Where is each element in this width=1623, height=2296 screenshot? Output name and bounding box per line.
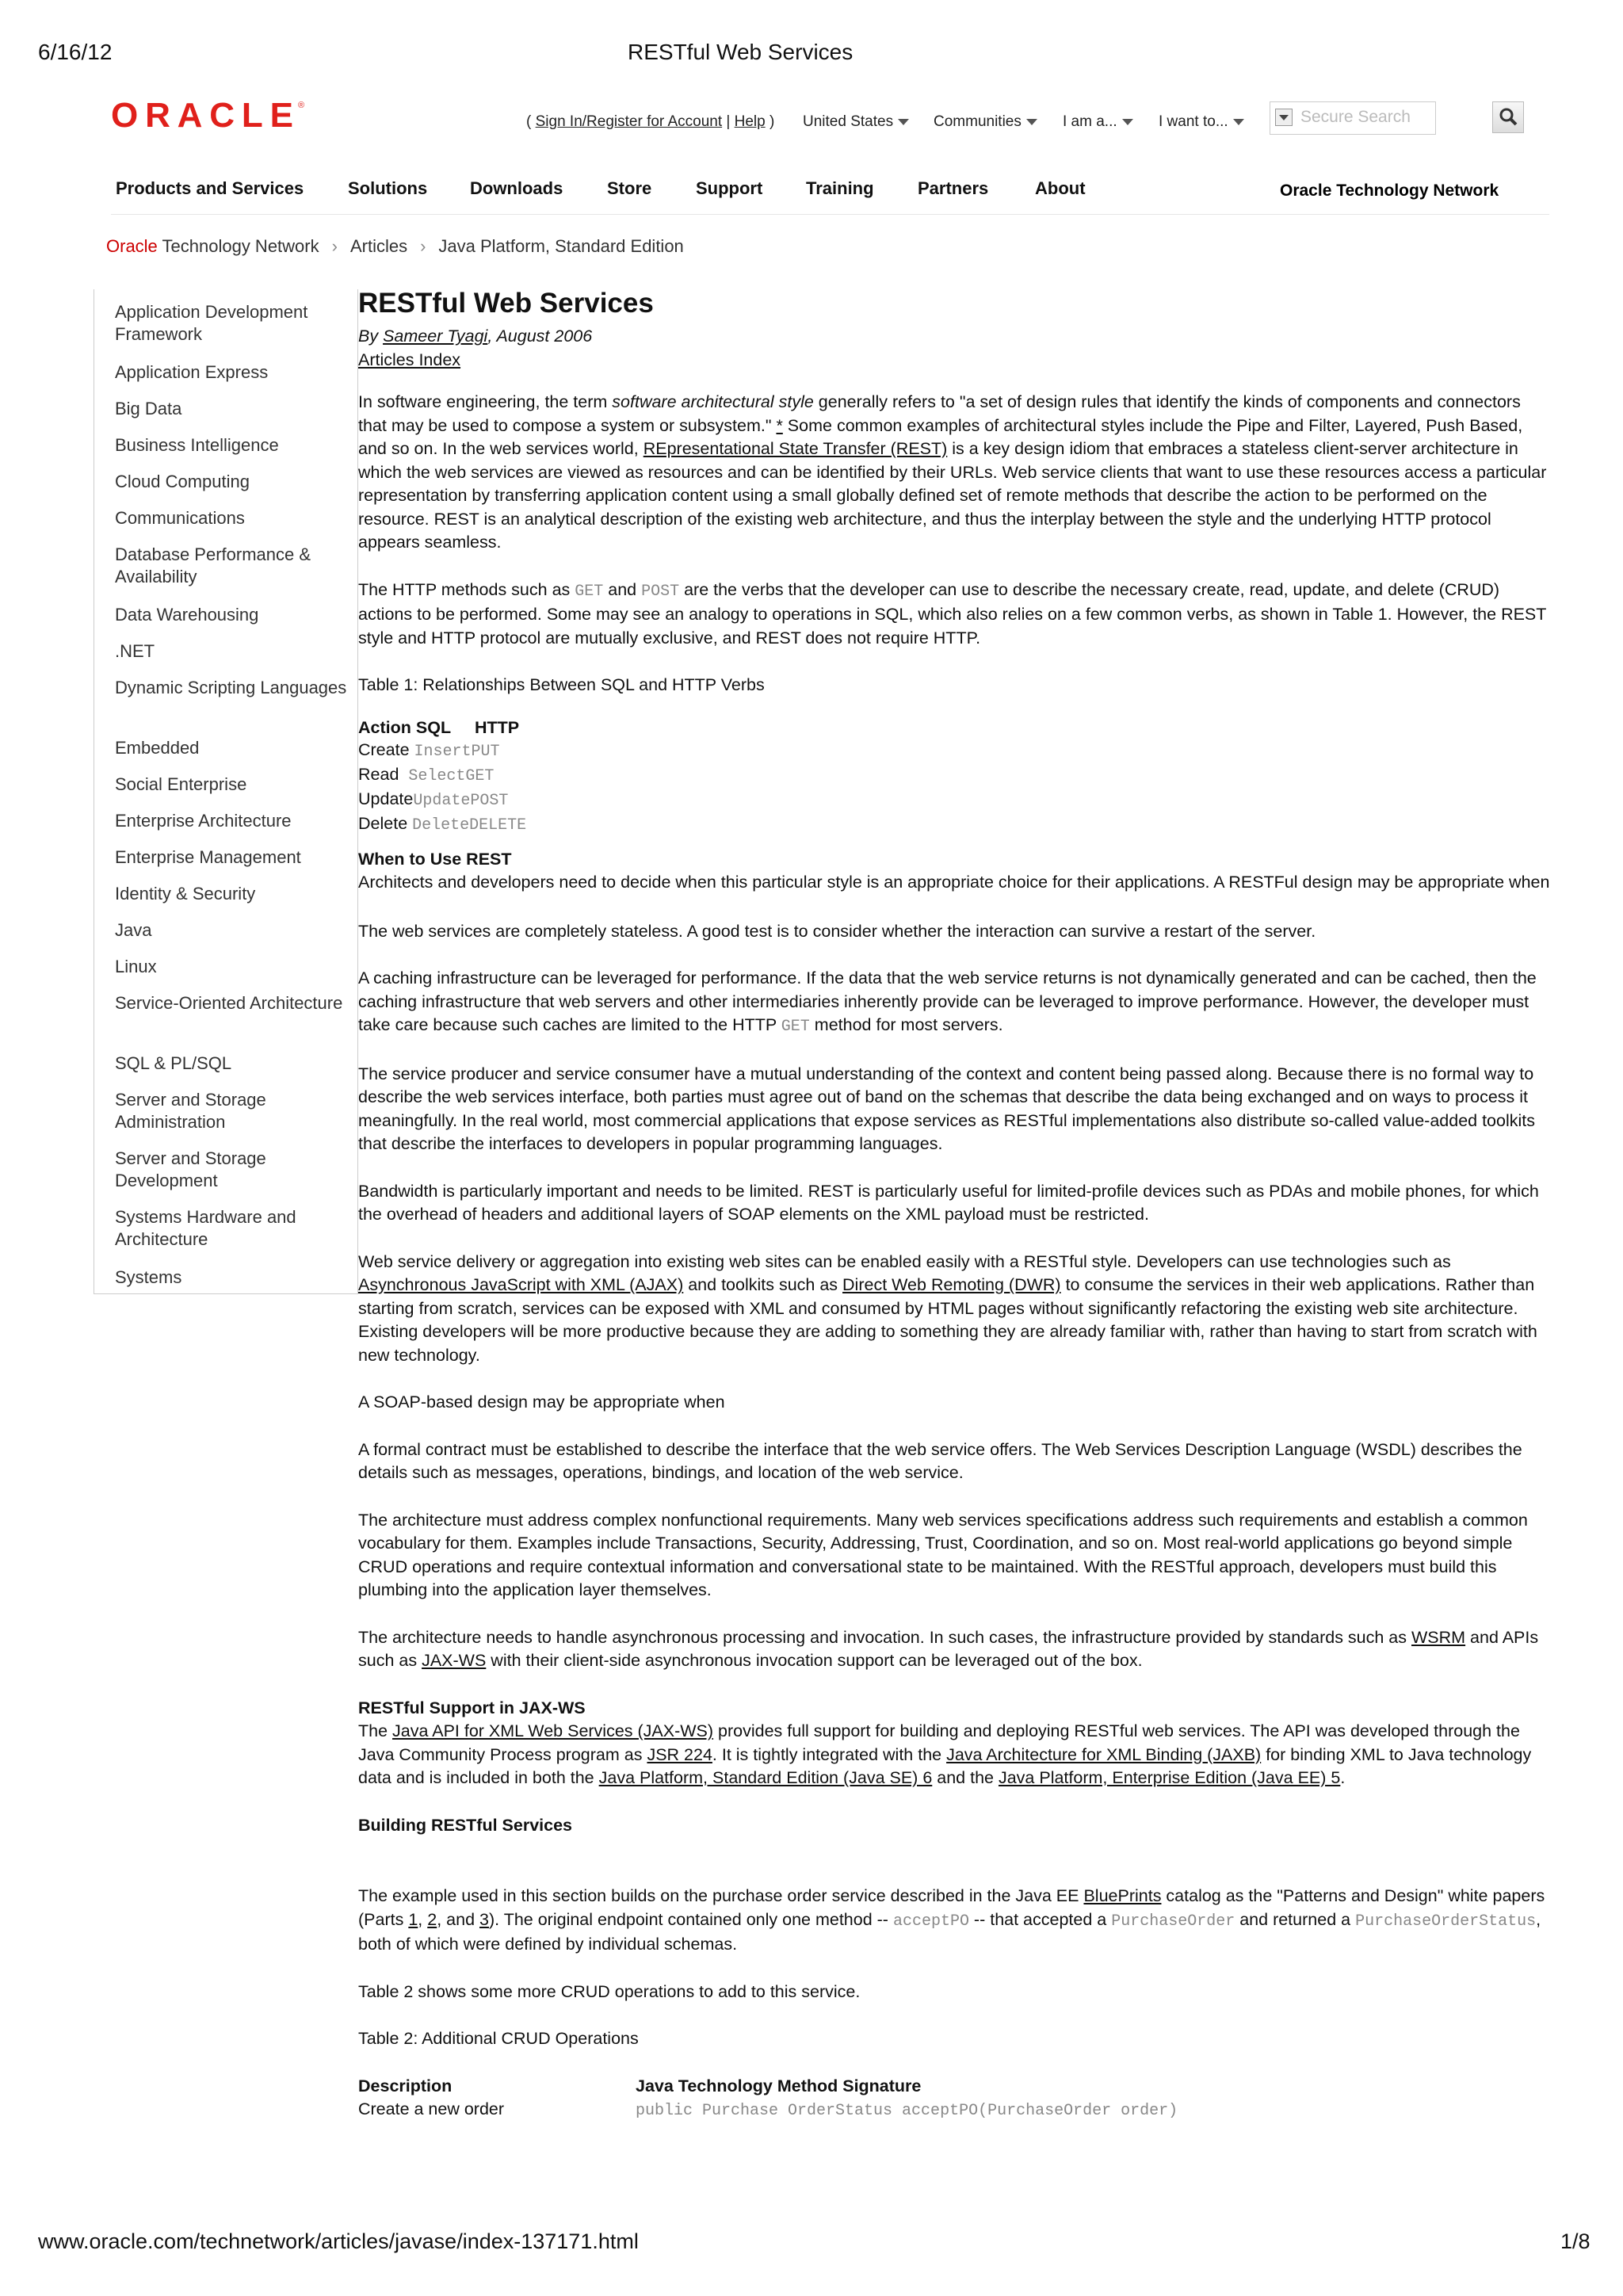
- rest-bullet-2: A caching infrastructure can be leveraged for performance. If the data that the web service returns is not dynamically generated and can be cached, then the caching infrastructure that web servers and other intermediaries inherently provide can be leveraged to improve performance. However, the developer must take care because such caches are limited to the HTTP GET method for most servers.: [358, 968, 1537, 1036]
- table-header: Action SQL HTTP: [358, 717, 520, 737]
- search-placeholder: Secure Search: [1300, 108, 1411, 126]
- chevron-down-icon: [898, 119, 909, 125]
- chevron-right-icon: ›: [420, 236, 426, 256]
- sidebar-item-data-warehousing[interactable]: Data Warehousing: [115, 605, 259, 625]
- rest-bullet-4: Bandwidth is particularly important and needs to be limited. REST is particularly useful for limited-profile devices such as PDAs and mobile phones, for which the overhead of headers and additional layers of SOAP elements on the XML payload must be restricted.: [358, 1181, 1539, 1224]
- i-want-menu[interactable]: I want to...: [1159, 113, 1244, 131]
- sidebar-item-db-performance[interactable]: Database Performance & Availability: [115, 544, 311, 586]
- table-row: Read SelectGET: [358, 764, 495, 785]
- sidebar-item-adf[interactable]: Application Development Framework: [115, 302, 308, 344]
- sidebar-item-java[interactable]: Java: [115, 920, 152, 940]
- soap-bullet-1: A formal contract must be established to describe the interface that the web service offers. The Web Services Description Language (WSDL) describes the details such as messages, operations, bindings, and location of the web service.: [358, 1439, 1522, 1482]
- sidebar-item-server-admin[interactable]: Server and Storage Administration: [115, 1090, 266, 1132]
- svg-text:®: ®: [298, 101, 305, 110]
- intro-paragraph: In software engineering, the term software architectural style generally refers to "a set of design rules that identify the kinds of components and connectors that may be used to compose a system or subsystem." * Some common examples of architectural styles include the Pipe and Filter, Layered, Push Based, and so on. In the web services world, REpresentational State Transfer (REST) is a key design idiom that embraces a stateless client-server architecture in which the web services are viewed as resources and can be identified by their URLs. Web service clients that want to use these resources access a particular representation by transferring application content using a small globally defined set of remote methods that describe the action to be performed on the resource. REST is an analytical description of the existing web architecture, and thus the interplay between the style and the underlying HTTP protocol appears seamless.: [358, 392, 1547, 552]
- table-header: Description Java Technology Method Signature: [358, 2076, 922, 2095]
- region-menu[interactable]: United States: [803, 113, 909, 131]
- soap-bullet-3: The architecture needs to handle asynchronous processing and invocation. In such cases, the infrastructure provided by standards such as WSRM and APIs such as JAX-WS with their client-side asynchronous invocation support can be leveraged out of the box.: [358, 1627, 1539, 1670]
- sidebar-item-communications[interactable]: Communications: [115, 508, 245, 528]
- sidebar-item-social[interactable]: Social Enterprise: [115, 774, 247, 794]
- jaxb-link[interactable]: Java Architecture for XML Binding (JAXB): [946, 1744, 1262, 1764]
- javase6-link[interactable]: Java Platform, Standard Edition (Java SE) 6: [598, 1768, 933, 1787]
- byline: By Sameer Tyagi, August 2006: [358, 327, 593, 346]
- search-button[interactable]: [1492, 101, 1524, 133]
- table2-caption: Table 2: Additional CRUD Operations: [358, 2029, 639, 2048]
- sidebar-item-cloud[interactable]: Cloud Computing: [115, 472, 250, 491]
- http-methods-paragraph: The HTTP methods such as GET and POST are the verbs that the developer can use to describe the necessary create, read, update, and delete (CRUD) actions to be performed. Some may see an analogy to operations in SQL, which also relies on a few common verbs, as shown in Table 1. However, the REST style and HTTP protocol are mutually exclusive, and REST does not require HTTP.: [358, 579, 1547, 648]
- nav-training[interactable]: Training: [806, 178, 874, 198]
- table-row: Delete DeleteDELETE: [358, 813, 527, 835]
- sidebar-item-identity[interactable]: Identity & Security: [115, 884, 256, 904]
- javaee5-link[interactable]: Java Platform, Enterprise Edition (Java EE) 5: [998, 1768, 1341, 1787]
- print-title: RESTful Web Services: [628, 40, 854, 64]
- sidebar-item-dotnet[interactable]: .NET: [115, 641, 155, 661]
- breadcrumb-articles[interactable]: Articles: [349, 236, 408, 256]
- jsr224-link[interactable]: JSR 224: [647, 1744, 712, 1764]
- print-url: www.oracle.com/technetwork/articles/javase/index-137171.html: [38, 2229, 639, 2253]
- chevron-right-icon: ›: [331, 236, 338, 256]
- when-soap-intro: A SOAP-based design may be appropriate when: [358, 1392, 725, 1412]
- sidebar-item-ent-arch[interactable]: Enterprise Architecture: [115, 811, 292, 831]
- building-paragraph: The example used in this section builds on the purchase order service described in the Java EE BluePrints catalog as the "Patterns and Design" white papers (Parts 1, 2, and 3). The original endpoint contained only one method -- acceptPO -- that accepted a PurchaseOrder and returned a PurchaseOrderStatus, both of which were defined by individual schemas.: [358, 1886, 1545, 1954]
- sidebar-item-sql[interactable]: SQL & PL/SQL: [115, 1053, 232, 1073]
- nav-about[interactable]: About: [1035, 178, 1086, 198]
- chevron-down-icon: [1233, 119, 1244, 125]
- sign-in-link[interactable]: Sign In/Register for Account: [535, 113, 723, 130]
- table-row: Create InsertPUT: [358, 739, 500, 761]
- table1-caption: Table 1: Relationships Between SQL and HTTP Verbs: [358, 675, 765, 694]
- jaxws-api-link[interactable]: Java API for XML Web Services (JAX-WS): [392, 1721, 714, 1740]
- sidebar-item-soa[interactable]: Service-Oriented Architecture: [115, 993, 343, 1013]
- dwr-link[interactable]: Direct Web Remoting (DWR): [842, 1275, 1061, 1294]
- nav-products[interactable]: Products and Services: [116, 178, 304, 198]
- ajax-link[interactable]: Asynchronous JavaScript with XML (AJAX): [358, 1275, 684, 1294]
- nav-partners[interactable]: Partners: [918, 178, 989, 198]
- account-links: ( Sign In/Register for Account | Help ): [526, 113, 775, 130]
- sidebar-item-scripting[interactable]: Dynamic Scripting Languages: [115, 678, 347, 697]
- articles-index-link[interactable]: Articles Index: [358, 350, 461, 369]
- search-scope-dropdown-icon[interactable]: [1275, 109, 1293, 126]
- nav-store[interactable]: Store: [607, 178, 652, 198]
- when-rest-heading: When to Use REST: [358, 849, 512, 869]
- sidebar-item-embedded[interactable]: Embedded: [115, 738, 200, 758]
- soap-bullet-2: The architecture must address complex nonfunctional requirements. Many web services specifications address such requirements and establish a common vocabulary for them. Examples include Transactions, Security, Addressing, Trust, Coordination, and so on. Most real-world applications go beyond simple CRUD operations and require contextual information and conversational state to be maintained. With the RESTful approach, developers must build this plumbing into the application layer themselves.: [358, 1510, 1528, 1599]
- table-row: Create a new order public Purchase OrderStatus acceptPO(PurchaseOrder order): [358, 2099, 1178, 2120]
- part-3-link[interactable]: 3: [479, 1909, 489, 1929]
- chevron-down-icon: [1122, 119, 1133, 125]
- i-am-menu[interactable]: I am a...: [1063, 113, 1133, 131]
- help-link[interactable]: Help: [734, 113, 766, 130]
- table1: [358, 716, 1551, 837]
- when-rest-intro: Architects and developers need to decide when this particular style is an appropriate choice for their applications. A RESTFul design may be appropriate when: [358, 873, 1550, 892]
- part-2-link[interactable]: 2: [427, 1909, 437, 1929]
- nav-downloads[interactable]: Downloads: [470, 178, 563, 198]
- author-link[interactable]: Sameer Tyagi: [383, 327, 488, 346]
- sidebar-item-systems-hw[interactable]: Systems Hardware and Architecture: [115, 1207, 296, 1249]
- search-icon: [1493, 102, 1523, 132]
- blueprints-link[interactable]: BluePrints: [1083, 1886, 1162, 1905]
- wsrm-link[interactable]: WSRM: [1411, 1627, 1466, 1647]
- breadcrumb: [106, 236, 684, 257]
- communities-menu[interactable]: Communities: [934, 113, 1037, 131]
- sidebar-item-server-dev[interactable]: Server and Storage Development: [115, 1148, 266, 1190]
- nav-support[interactable]: Support: [696, 178, 763, 198]
- oracle-logo[interactable]: [111, 97, 309, 132]
- rest-link[interactable]: REpresentational State Transfer (REST): [643, 439, 948, 458]
- table-row: UpdateUpdatePOST: [358, 789, 509, 810]
- footnote-link[interactable]: *: [776, 415, 783, 435]
- breadcrumb-otn[interactable]: Oracle Technology Network: [106, 236, 319, 256]
- nav-divider: [111, 214, 1549, 215]
- jaxws-heading: RESTful Support in JAX-WS: [358, 1698, 586, 1717]
- building-heading: Building RESTful Services: [358, 1815, 572, 1835]
- table2-intro: Table 2 shows some more CRUD operations to add to this service.: [358, 1981, 861, 2001]
- sidebar-item-systems[interactable]: Systems: [115, 1267, 182, 1287]
- chevron-down-icon: [1026, 119, 1037, 125]
- logo-text: ORACLE: [111, 97, 295, 132]
- jaxws-paragraph: The Java API for XML Web Services (JAX-WS) provides full support for building and deploying RESTful web services. The API was developed through the Java Community Process program as JSR 224. It is tightly integrated with the Java Architecture for XML Binding (JAXB) for binding XML to Java technology data and is included in both the Java Platform, Standard Edition (Java SE) 6 and the Java Platform, Enterprise Edition (Java EE) 5.: [358, 1721, 1532, 1787]
- rest-bullet-3: The service producer and service consumer have a mutual understanding of the context and content being passed along. Because there is no formal way to describe the web services interface, both parties must agree out of band on the schemas that describe the data being exchanged and on ways to process it meaningfully. In the real world, most commercial applications that expose services as RESTful implementations also distribute so-called value-added toolkits that describe the interfaces to developers in popular programming languages.: [358, 1064, 1535, 1153]
- otn-link[interactable]: Oracle Technology Network: [1280, 181, 1499, 200]
- print-date: 6/16/12: [38, 40, 113, 64]
- jaxws-link[interactable]: JAX-WS: [422, 1651, 487, 1670]
- search-input[interactable]: [1270, 101, 1436, 135]
- nav-solutions[interactable]: Solutions: [348, 178, 428, 198]
- sidebar-item-bi[interactable]: Business Intelligence: [115, 435, 279, 455]
- sidebar: [94, 289, 358, 1294]
- sidebar-item-ent-mgmt[interactable]: Enterprise Management: [115, 847, 301, 867]
- sidebar-item-big-data[interactable]: Big Data: [115, 399, 182, 418]
- page-title: RESTful Web Services: [358, 288, 654, 319]
- article: [358, 287, 1551, 2123]
- breadcrumb-javase[interactable]: Java Platform, Standard Edition: [438, 236, 684, 256]
- rest-bullet-1: The web services are completely stateless. A good test is to consider whether the interaction can survive a restart of the server.: [358, 921, 1316, 941]
- sidebar-item-apex[interactable]: Application Express: [115, 362, 269, 382]
- part-1-link[interactable]: 1: [408, 1909, 418, 1929]
- sidebar-item-linux[interactable]: Linux: [115, 957, 157, 976]
- page-number: 1/8: [1560, 2229, 1591, 2253]
- table2: [358, 2075, 1551, 2123]
- rest-bullet-5: Web service delivery or aggregation into existing web sites can be enabled easily with a RESTful style. Developers can use technologies such as Asynchronous JavaScript with XML (AJAX) and toolkits such as Direct Web Remoting (DWR) to consume the services in their web applications. Rather than starting from scratch, services can be exposed with XML and consumed by HTML pages without significantly refactoring the existing web site architecture. Existing developers will be more productive because they are adding to something they are already familiar with, rather than having to start from scratch with new technology.: [358, 1251, 1537, 1365]
